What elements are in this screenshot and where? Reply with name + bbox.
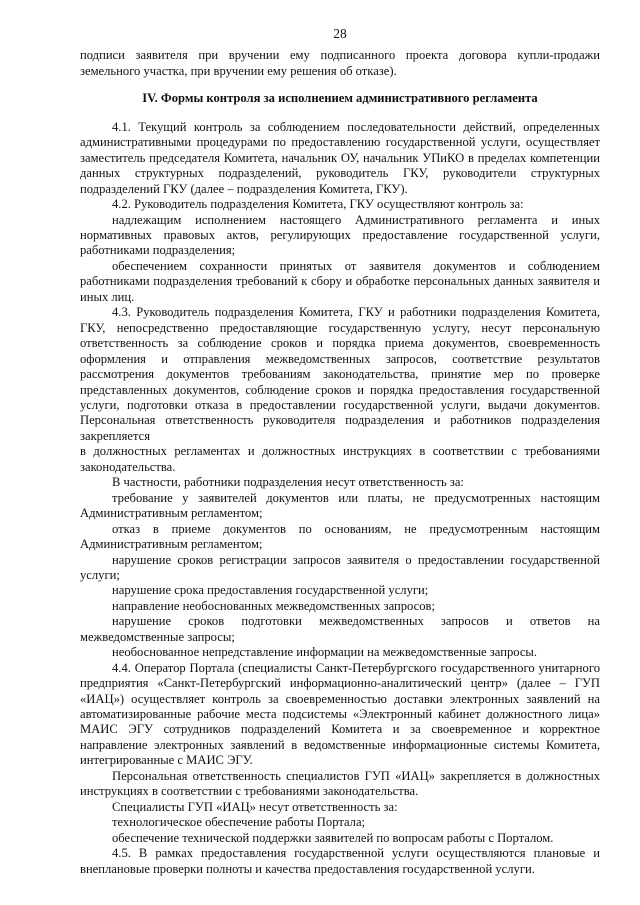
paragraph: отказ в приеме документов по основаниям, не предусмотренным настоящим Административным регламентом;: [80, 521, 600, 552]
paragraph: обеспечением сохранности принятых от заявителя документов и соблюдением работниками подразделения требований к сбору и обработке персональных данных заявителя и иных лиц.: [80, 258, 600, 304]
paragraph: 4.1. Текущий контроль за соблюдением последовательности действий, определенных административными процедурами по предоставлению государственной услуги, осуществляет заместитель председателя Комитета, начальник ОУ, начальник УПиКО в пределах компетенции данных структурных подразделений, руководитель ГКУ, руководители структурных подразделений ГКУ (далее – подразделения Комитета, ГКУ).: [80, 119, 600, 196]
paragraph: Специалисты ГУП «ИАЦ» несут ответственность за:: [112, 799, 398, 814]
paragraph: нарушение сроков регистрации запросов заявителя о предоставлении государственной услуги;: [80, 552, 600, 582]
paragraph: в должностных регламентах и должностных инструкциях в соответствии с требованиями законодательства.: [80, 444, 600, 474]
paragraph: нарушение сроков подготовки межведомственных запросов и ответов на межведомственные запросы;: [80, 614, 600, 644]
document-body: [80, 48, 600, 877]
paragraph: необоснованное непредставление информации на межведомственные запросы.: [112, 645, 538, 660]
paragraph: нарушение срока предоставления государственной услуги;: [112, 583, 429, 598]
paragraph: Персональная ответственность специалистов ГУП «ИАЦ» закрепляется в должностных инструкциях в соответствии с требованиями законодательства.: [80, 768, 600, 799]
page-number: 28: [333, 26, 347, 41]
paragraph: обеспечение технической поддержки заявителей по вопросам работы с Порталом.: [112, 830, 554, 845]
paragraph: подписи заявителя при вручении ему подписанного проекта договора купли-продажи земельного участка, при вручении ему решения об отказе).: [80, 48, 600, 78]
paragraph: 4.4. Оператор Портала (специалисты Санкт-Петербургского государственного унитарного предприятия «Санкт-Петербургский информационно-аналитический центр» (далее – ГУП «ИАЦ») осуществляет контроль за своевременностью доставки электронных заявлений на автоматизированные рабочие места подсистемы «Электронный кабинет должностного лица» МАИС ЭГУ сотрудников подразделений Комитета и за своевременное и корректное направление электронных заявлений в ведомственные информационные системы Комитета, интегрированные с МАИС ЭГУ.: [80, 660, 600, 768]
paragraph: требование у заявителей документов или платы, не предусмотренных настоящим Административным регламентом;: [80, 490, 600, 521]
paragraph: надлежащим исполнением настоящего Административного регламента и иных нормативных правовых актов, регулирующих предоставление государственной услуги, работниками подразделения;: [80, 212, 600, 258]
paragraph: направление необоснованных межведомственных запросов;: [112, 598, 435, 613]
section-heading: IV. Формы контроля за исполнением административного регламента: [142, 91, 538, 106]
paragraph: 4.5. В рамках предоставления государственной услуги осуществляются плановые и внеплановые проверки полноты и качества предоставления государственной услуги.: [80, 846, 600, 876]
paragraph: 4.3. Руководитель подразделения Комитета, ГКУ и работники подразделения Комитета, ГКУ, непосредственно предоставляющие государственную услугу, несут персональную ответственность за соблюдение сроков и порядка приема документов, своевременность оформления и отправления межведомственных запросов, соответствие результатов рассмотрения документов требованиям законодательства, принятие мер по проверке представленных документов, соблюдение сроков и порядка предоставления государственной услуги, подготовки отказа в предоставлении государственной услуги, выдачи документов. Персональная ответственность руководителя подразделения и работников подразделения закрепляется: [80, 305, 600, 443]
paragraph: 4.2. Руководитель подразделения Комитета, ГКУ осуществляют контроль за:: [112, 197, 524, 212]
paragraph: В частности, работники подразделения несут ответственность за:: [112, 475, 464, 490]
paragraph: технологическое обеспечение работы Портала;: [112, 815, 366, 830]
